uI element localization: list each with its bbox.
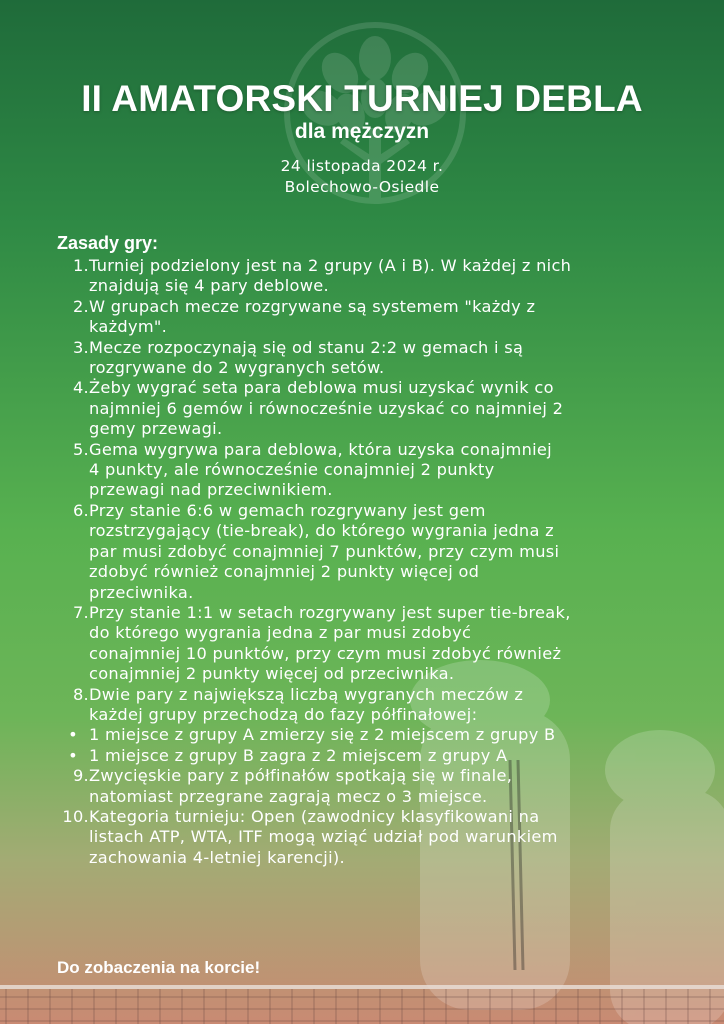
bullet-icon: • — [68, 745, 78, 765]
rule-number: 1. — [72, 256, 89, 275]
rule-text: Żeby wygrać seta para deblowa musi uzyskać wynik co najmniej 6 gemów i równocześnie uzyskać co najmniej 2 gemy przewagi. — [89, 378, 564, 439]
event-location: Bolechowo-Osiedle — [284, 178, 440, 196]
page-title: II AMATORSKI TURNIEJ DEBLA — [81, 78, 643, 119]
rule-number: 2. — [72, 296, 89, 316]
page-subtitle: dla mężczyzn — [294, 120, 430, 143]
rule-number: 6. — [72, 500, 89, 520]
tennis-net — [0, 985, 724, 1024]
rule-bullet-item — [57, 725, 687, 745]
rules-list — [57, 256, 687, 868]
rule-text: Gema wygrywa para deblowa, która uzyska conajmniej 4 punkty, ale równocześnie conajmniej 2 punkty przewagi nad przeciwnikiem. — [89, 439, 552, 500]
rule-item — [57, 338, 687, 379]
rule-item — [57, 766, 687, 807]
rule-text: W grupach mecze rozgrywane są systemem "każdy z każdym". — [89, 296, 536, 337]
rule-item — [57, 685, 687, 726]
farewell-text: Do zobaczenia na korcie! — [57, 958, 261, 977]
rule-number: 10. — [62, 806, 89, 826]
rule-number: 7. — [72, 602, 89, 622]
rule-number: 8. — [72, 684, 89, 704]
rule-text: Przy stanie 6:6 w gemach rozgrywany jest gem rozstrzygający (tie-break), do którego wygrania jedna z par musi zdobyć conajmniej 7 punktów, przy czym musi zdobyć również conajmniej 2 punkty więcej od przeciwnika. — [89, 500, 560, 602]
rule-text: Turniej podzielony jest na 2 grupy (A i B). W każdej z nich znajdują się 4 pary deblowe. — [89, 256, 572, 296]
rule-item — [57, 256, 687, 297]
event-date: 24 listopada 2024 r. — [280, 157, 444, 175]
rule-item — [57, 378, 687, 439]
rule-item — [57, 807, 687, 868]
rule-bullet-text: 1 miejsce z grupy A zmierzy się z 2 miejscem z grupy B — [89, 725, 556, 745]
rule-number: 4. — [72, 378, 89, 398]
rule-item — [57, 440, 687, 501]
rule-text: Zwycięskie pary z półfinałów spotkają się w finale, natomiast przegrane zagrają mecz o 3 miejsce. — [89, 766, 513, 806]
rule-text: Mecze rozpoczynają się od stanu 2:2 w gemach i są rozgrywane do 2 wygranych setów. — [89, 337, 524, 378]
rule-item — [57, 501, 687, 603]
rules-heading: Zasady gry: — [57, 233, 159, 253]
rule-bullet-item — [57, 746, 687, 766]
rule-text: Kategoria turnieju: Open (zawodnicy klasyfikowani na listach ATP, WTA, ITF mogą wziąć udział pod warunkiem zachowania 4-letniej karencji). — [89, 806, 558, 867]
rule-number: 9. — [72, 766, 89, 786]
rule-text: Dwie pary z największą liczbą wygranych meczów z każdej grupy przechodzą do fazy półfinałowej: — [89, 684, 524, 724]
rule-number: 5. — [72, 439, 89, 459]
rule-item — [57, 297, 687, 338]
rule-bullet-text: 1 miejsce z grupy B zagra z 2 miejscem z grupy A — [89, 745, 508, 765]
rule-text: Przy stanie 1:1 w setach rozgrywany jest super tie-break, do którego wygrania jedna z par musi zdobyć conajmniej 10 punktów, przy czym musi zdobyć również conajmniej 2 punkty więcej od przeciwnika. — [89, 602, 571, 684]
bullet-icon: • — [68, 725, 78, 745]
rule-item — [57, 603, 687, 685]
rule-number: 3. — [72, 337, 89, 357]
